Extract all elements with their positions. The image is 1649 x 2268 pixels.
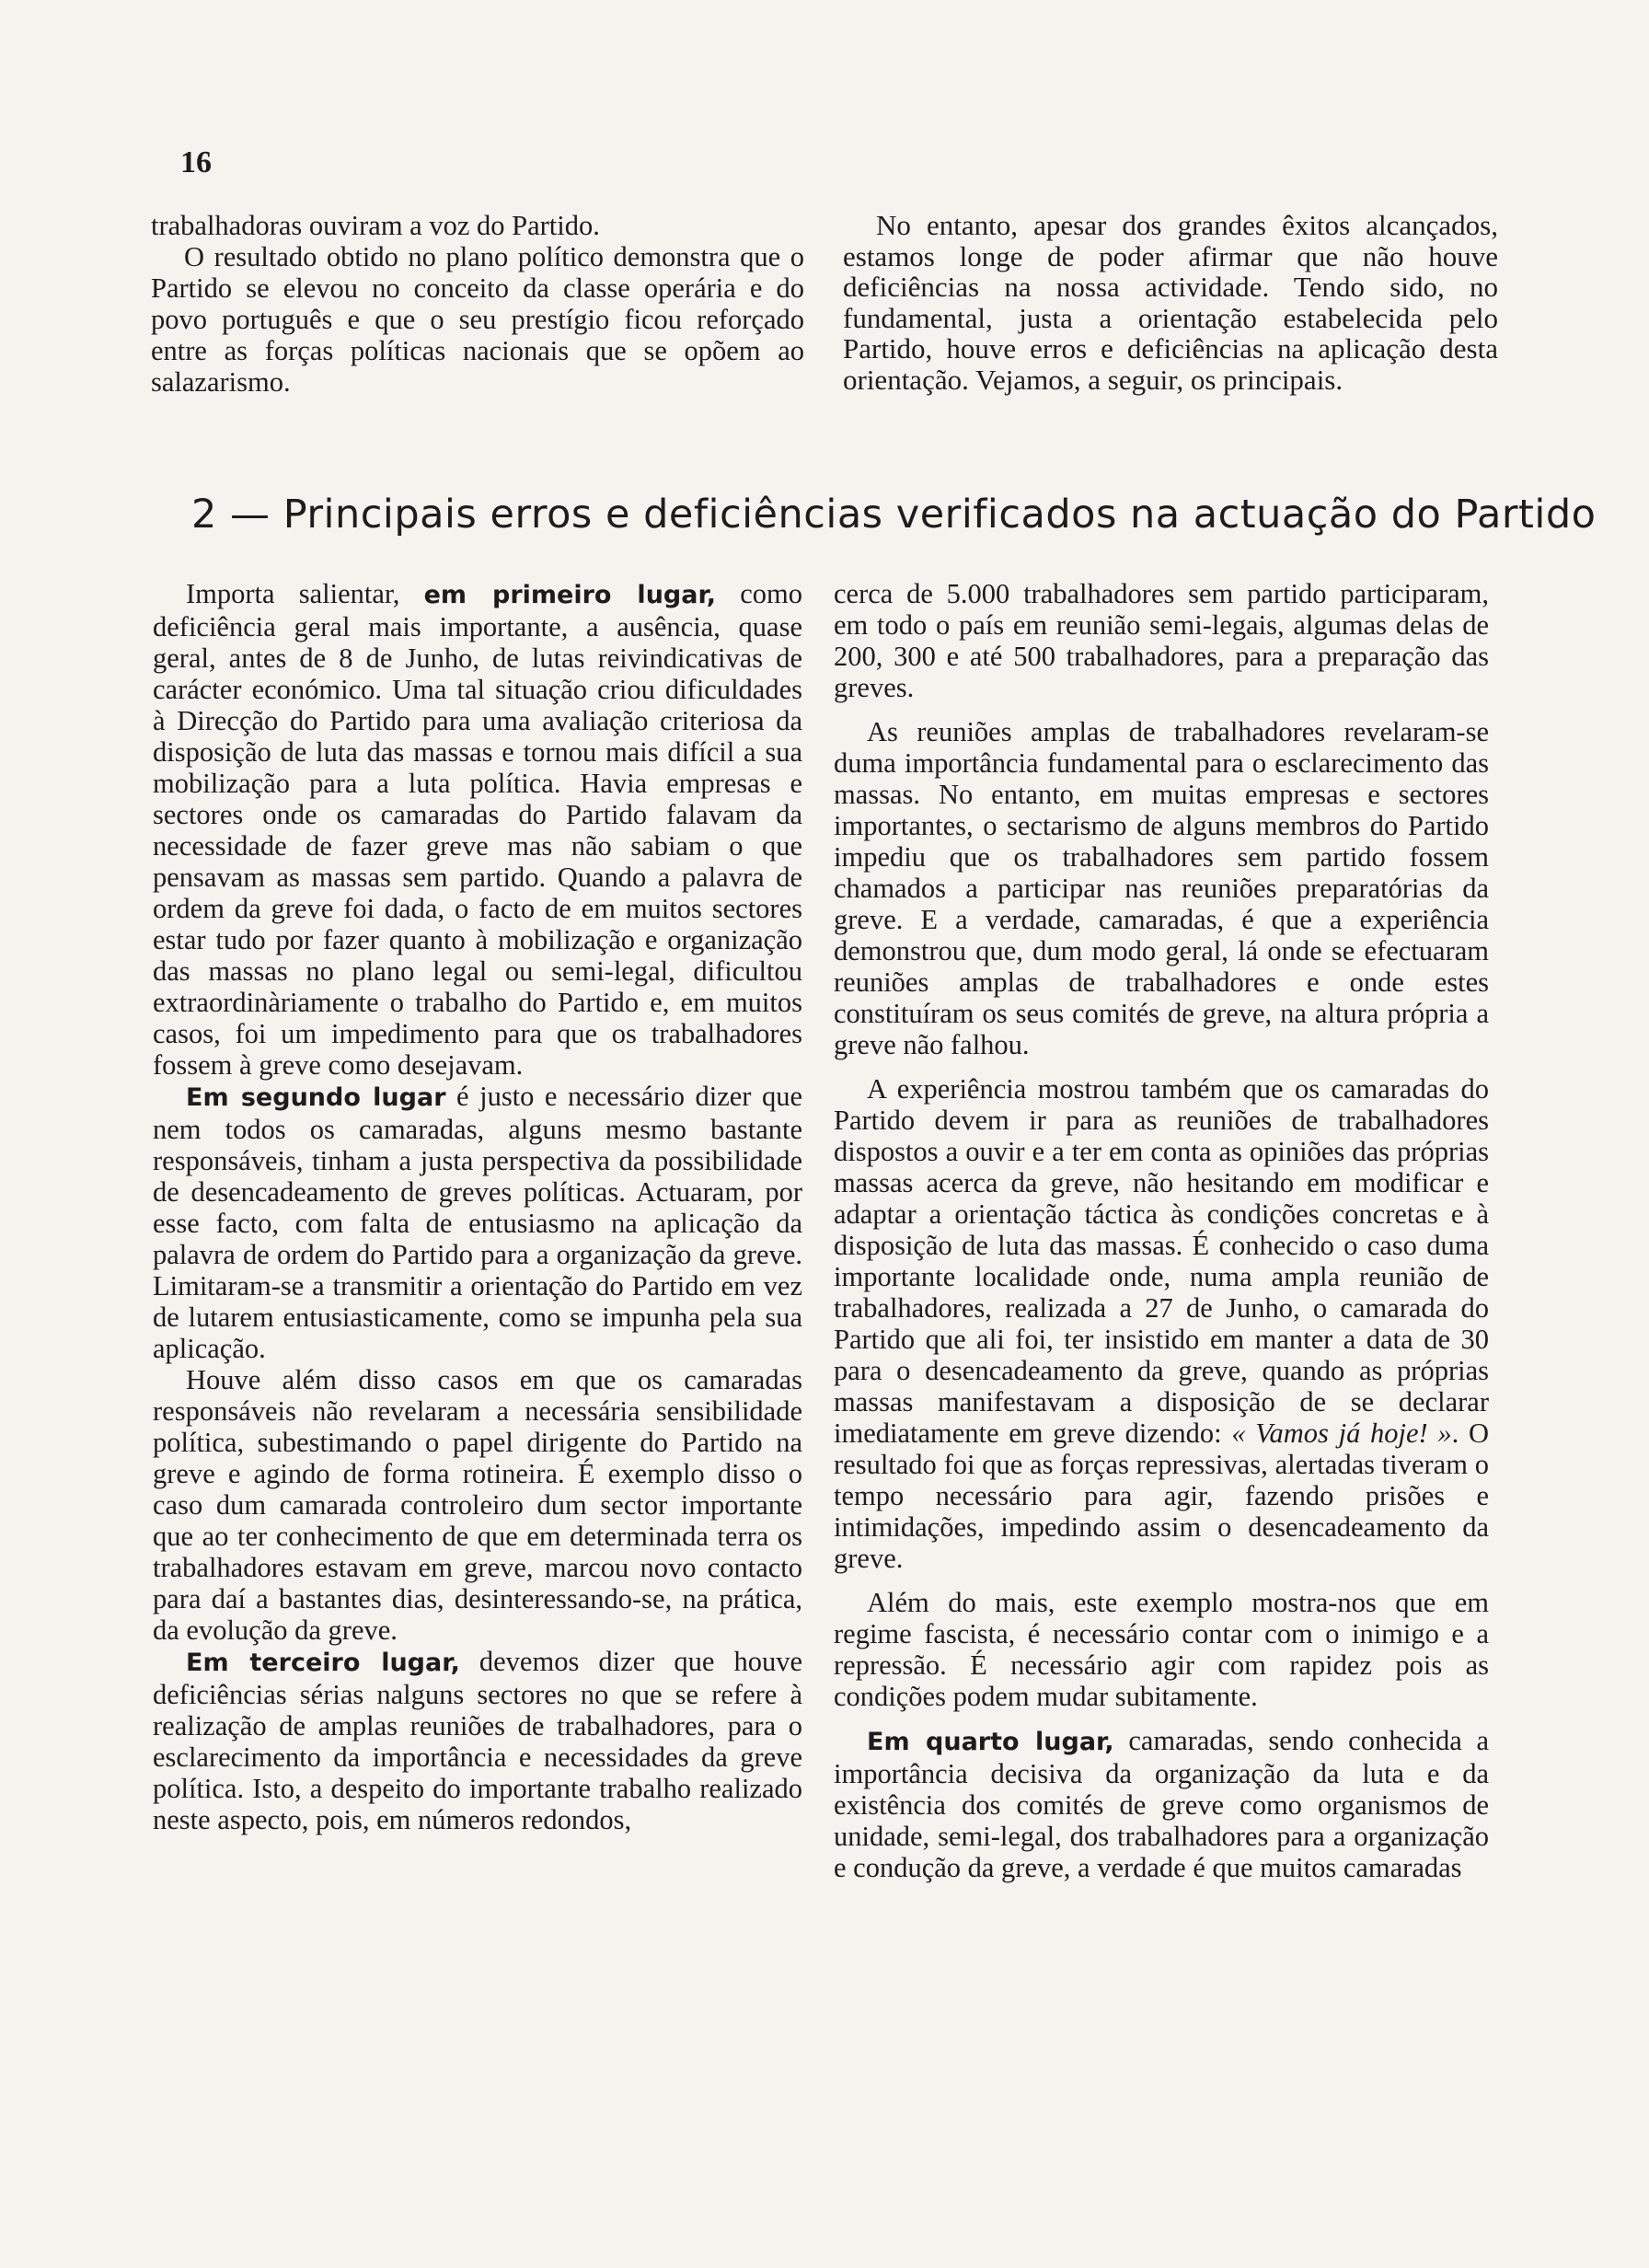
- paragraph: [834, 1073, 1489, 1574]
- emphasis: Em segundo lugar: [186, 1083, 446, 1112]
- page-number: 16: [180, 145, 212, 179]
- text: . O resultado foi que as forças repressivas, alertadas tiveram o tempo necessário para agir, fazendo prisões e intimidações, impedindo assim o desencadeamento da greve.: [834, 1418, 1490, 1574]
- paragraph: Além do mais, este exemplo mostra-nos que em regime fascista, é necessário contar com o inimigo e a repressão. É necessário agir com rapidez pois as condições podem mudar subitamente.: [834, 1587, 1489, 1712]
- paragraph: Houve além disso casos em que os camaradas responsáveis não revelaram a necessária sensibilidade política, subestimando o papel dirigente do Partido na greve e agindo de forma rotineira. É exemplo disso o caso dum camarada controleiro dum sector importante que ao ter conhecimento de que em determinada terra os trabalhadores estavam em greve, marcou novo contacto para daí a bastantes dias, desinteressando-se, na prática, da evolução da greve.: [153, 1364, 802, 1646]
- paragraph: As reuniões amplas de trabalhadores revelaram-se duma importância fundamental para o esclarecimento das massas. No entanto, em muitas empresas e sectores importantes, o sectarismo de alguns membros do Partido impediu que os trabalhadores sem partido fossem chamados a participar nas reuniões preparatórias da greve. E a verdade, camaradas, é que a experiência demonstrou que, dum modo geral, lá onde se efectuaram reuniões amplas de trabalhadores e onde estes constituíram os seus comités de greve, na altura própria a greve não falhou.: [834, 716, 1489, 1060]
- paragraph: No entanto, apesar dos grandes êxitos alcançados, estamos longe de poder afirmar que não houve deficiências na nossa actividade. Tendo sido, no fundamental, justa a orientação estabelecida pelo Partido, houve erros e deficiências na aplicação desta orientação. Vejamos, a seguir, os principais.: [843, 209, 1498, 396]
- text: devemos dizer que houve deficiências sérias nalguns sectores no que se refere à realização de amplas reuniões de trabalhadores, para o esclarecimento da importância e necessidades da greve política. Isto, a despeito do importante trabalho realizado neste aspecto, pois, em números redondos,: [153, 1646, 803, 1835]
- paragraph: [153, 1081, 802, 1364]
- paragraph: [153, 578, 802, 1081]
- left-column: [153, 578, 802, 1835]
- emphasis: Em quarto lugar,: [867, 1728, 1114, 1756]
- emphasis: em primeiro lugar,: [423, 581, 717, 609]
- paragraph: trabalhadoras ouviram a voz do Partido.: [151, 210, 600, 241]
- paragraph: cerca de 5.000 trabalhadores sem partido participaram, em todo o país em reunião semi-legais, algumas delas de 200, 300 e até 500 trabalhadores, para a preparação das greves.: [834, 578, 1489, 703]
- paragraph: [834, 1725, 1489, 1883]
- text: é justo e necessário dizer que nem todos os camaradas, alguns mesmo bastante responsáveis, tinham a justa perspectiva da possibilidade de desencadeamento de greves políticas. Actuaram, por esse facto, com falta de entusiasmo na aplicação da palavra de ordem do Partido para a organização da greve. Limitaram-se a transmitir a orientação do Partido em vez de lutarem entusiasticamente, como se impunha pela sua aplicação.: [153, 1081, 803, 1364]
- emphasis: Em terceiro lugar,: [186, 1649, 460, 1677]
- text: A experiência mostrou também que os camaradas do Partido devem ir para as reuniões de trabalhadores dispostos a ouvir e a ter em conta as opiniões das próprias massas acerca da greve, não hesitando em modificar e adaptar a orientação táctica às condições concretas e à disposição de luta das massas. É conhecido o caso duma importante localidade onde, numa ampla reunião de trabalhadores, realizada a 27 de Junho, o camarada do Partido que ali foi, ter insistido em manter a data de 30 para o desencadeamento da greve, quando as próprias massas manifestavam a disposição de se declarar imediatamente em greve dizendo:: [834, 1073, 1489, 1449]
- text: camaradas, sendo conhecida a importância decisiva da organização da luta e da existência dos comités de greve como organismos de unidade, semi-legal, dos trabalhadores para a organização e condução da greve, a verdade é que muitos camaradas: [834, 1725, 1489, 1883]
- top-right-column: [843, 210, 1498, 395]
- top-left-column: [151, 210, 804, 398]
- text: como deficiência geral mais importante, a ausência, quase geral, antes de 8 de Junho, de lutas reivindicativas de carácter económico. Uma tal situação criou dificuldades à Direcção do Partido para uma avaliação criteriosa da disposição de luta das massas e tornou mais difícil a sua mobilização para a luta política. Havia empresas e sectores onde os camaradas do Partido falavam da necessidade de fazer greve mas não sabiam o que pensavam as massas sem partido. Quando a palavra de ordem da greve foi dada, o facto de em muitos sectores estar tudo por fazer quanto à mobilização e organização das massas no plano legal ou semi-legal, dificultou extraordinàriamente o trabalho do Partido e, em muitos casos, foi um impedimento para que os trabalhadores fossem à greve como desejavam.: [153, 578, 802, 1081]
- text: Importa salientar,: [186, 578, 424, 609]
- right-column: [834, 578, 1489, 1883]
- paragraph: O resultado obtido no plano político demonstra que o Partido se elevou no conceito da classe operária e do povo português e que o seu prestígio ficou reforçado entre as forças políticas nacionais que se opõem ao salazarismo.: [151, 241, 804, 398]
- paragraph: [153, 1646, 802, 1835]
- quote: « Vamos já hoje! »: [1231, 1418, 1452, 1449]
- section-heading: 2 — Principais erros e deficiências verificados na actuação do Partido: [191, 492, 1597, 538]
